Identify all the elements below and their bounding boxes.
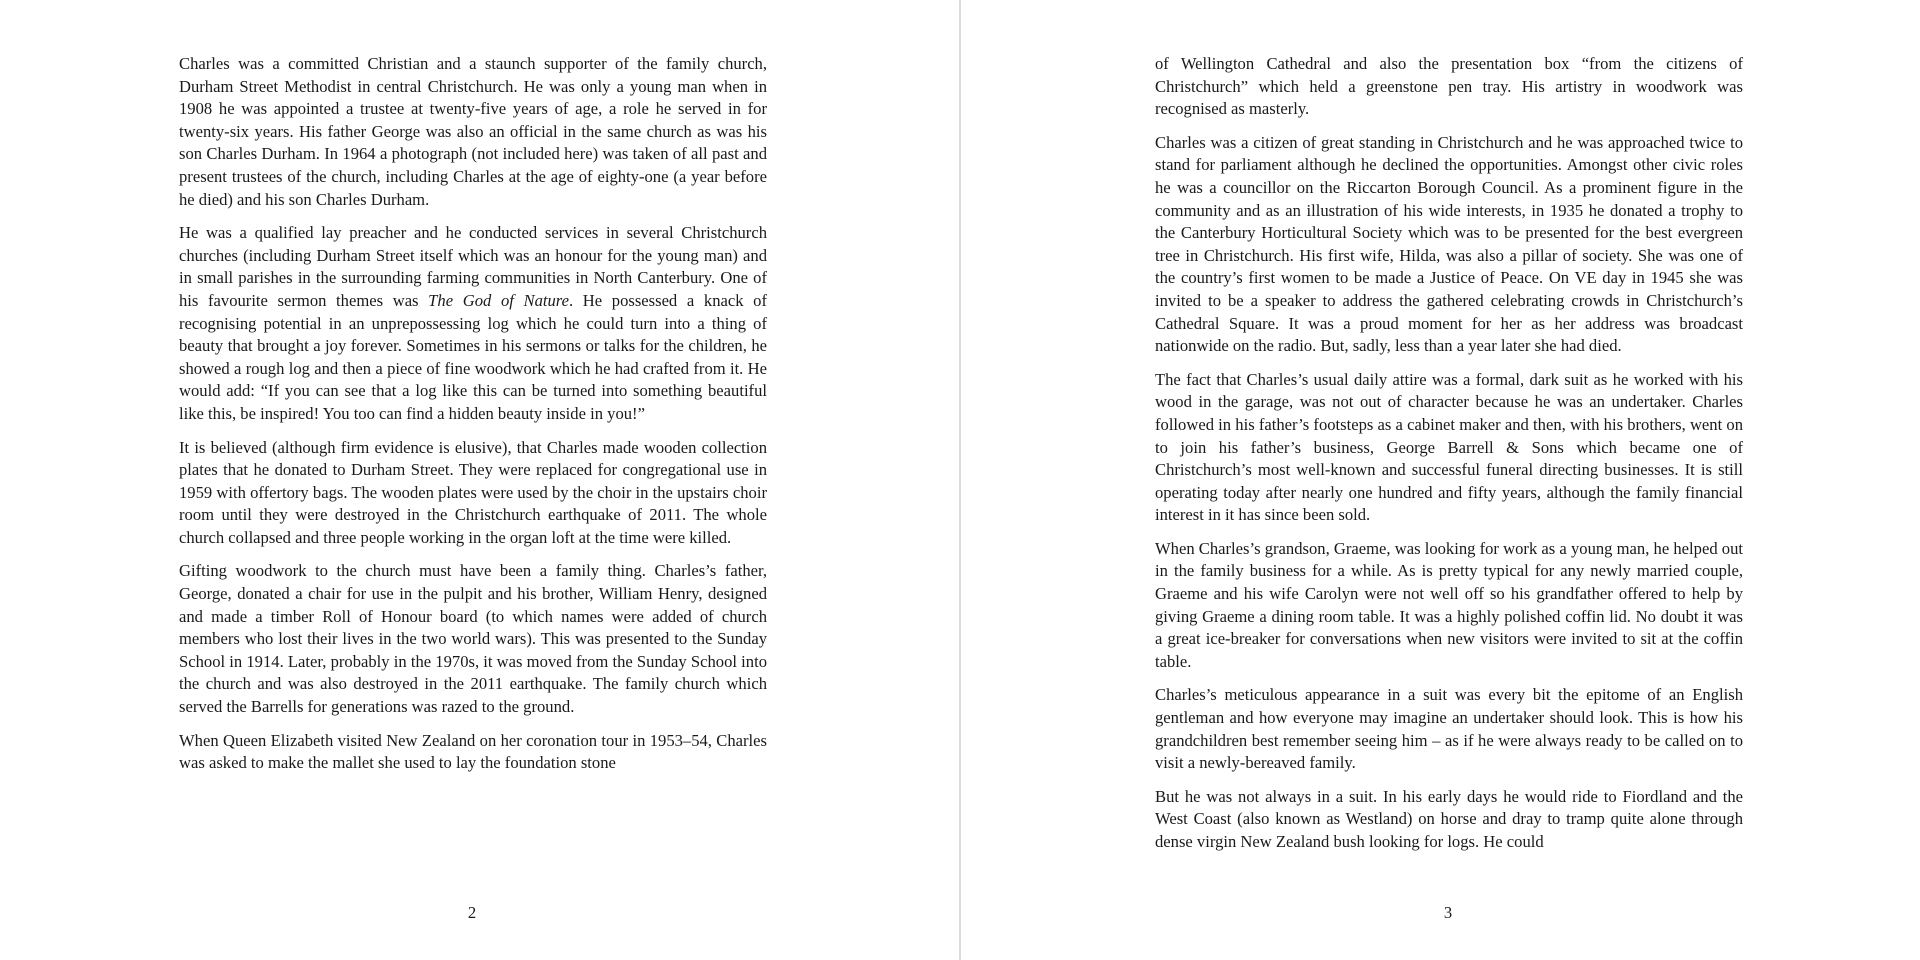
text-run: Charles was a committed Christian and a staunch supporter of the family church, Durham Street Methodist in central Christchurch. He was only a young man when in 1908 he was appointed a trustee at twenty-five years of age, a role he served in for twenty-six years. His father George was also an official in the same church as was his son Charles Durham. In 1964 a photograph (not included here) was taken of all past and present trustees of the church, including Charles at the age of eighty-one (a year before he died) and his son Charles Durham. <box>179 54 767 209</box>
paragraph <box>179 730 767 775</box>
left-page-text <box>179 53 767 775</box>
text-run: When Charles’s grandson, Graeme, was looking for work as a young man, he helped out in the family business for a while. As is pretty typical for any newly married couple, Graeme and his wife Carolyn were not well off so his grandfather offered to help by giving Graeme a dining room table. It was a highly polished coffin lid. No doubt it was a great ice-breaker for conversations when new visitors were invited to sit at the coffin table. <box>1155 538 1743 671</box>
text-run: He was a qualified lay preacher and he conducted services in several Christchurch churches (including Durham Street itself which was an honour for the young man) and in small parishes in the surrounding farming communities in North Canterbury. One of his favourite sermon themes was <box>179 223 767 310</box>
italic-title: The God of Nature <box>428 290 569 310</box>
paragraph <box>179 222 767 425</box>
text-run: The fact that Charles’s usual daily attire was a formal, dark suit as he worked with his wood in the garage, was not out of character because he was an undertaker. Charles followed in his father’s footsteps as a cabinet maker and then, with his brothers, went on to join his father’s business, George Barrell & Sons which became one of Christchurch’s most well-known and successful funeral directing businesses. It is still operating today after nearly one hundred and fifty years, although the family financial interest in it has since been sold. <box>1155 369 1743 525</box>
page-number: 3 <box>1443 903 1453 922</box>
text-run: . He possessed a knack of recognising potential in an unprepossessing log which he could turn into a thing of beauty that brought a joy forever. Sometimes in his sermons or talks for the children, he showed a rough log and then a piece of fine woodwork which he had crafted from it. He would add: “If you can see that a log like this can be turned into something beautiful like this, be inspired! You too can find a hidden beauty inside in you!” <box>179 290 767 423</box>
paragraph <box>1155 684 1743 774</box>
page-number: 2 <box>467 903 477 922</box>
paragraph <box>1155 786 1743 854</box>
paragraph <box>179 560 767 718</box>
left-page <box>0 0 959 960</box>
text-run: When Queen Elizabeth visited New Zealand on her coronation tour in 1953–54, Charles was asked to make the mallet she used to lay the foundation stone <box>179 730 767 773</box>
right-page-text <box>1155 53 1743 854</box>
paragraph <box>179 53 767 211</box>
text-run: Gifting woodwork to the church must have been a family thing. Charles’s father, George, donated a chair for use in the pulpit and his brother, William Henry, designed and made a timber Roll of Honour board (to which names were added of church members who lost their lives in the two world wars). This was presented to the Sunday School in 1914. Later, probably in the 1970s, it was moved from the Sunday School into the church and was also destroyed in the 2011 earthquake. The family church which served the Barrells for generations was razed to the ground. <box>179 561 767 717</box>
paragraph <box>1155 132 1743 358</box>
text-run: It is believed (although firm evidence is elusive), that Charles made wooden collection plates that he donated to Durham Street. They were replaced for congregational use in 1959 with offertory bags. The wooden plates were used by the choir in the upstairs choir room until they were destroyed in the Christchurch earthquake of 2011. The whole church collapsed and three people working in the organ loft at the time were killed. <box>179 437 767 547</box>
text-run: Charles was a citizen of great standing in Christchurch and he was approached twice to stand for parliament although he declined the opportunities. Amongst other civic roles he was a councillor on the Riccarton Borough Council. As a prominent figure in the community and as an illustration of his wide interests, in 1935 he donated a trophy to the Canterbury Horticultural Society which was to be presented for the best evergreen tree in Christchurch. His first wife, Hilda, was also a pillar of society. She was one of the country’s first women to be made a Justice of Peace. On VE day in 1945 she was invited to be a speaker to address the gathered celebrating crowds in Christchurch’s Cathedral Square. It was a proud moment for her as her address was broadcast nationwide on the radio. But, sadly, less than a year later she had died. <box>1155 132 1743 356</box>
text-run: of Wellington Cathedral and also the presentation box “from the citizens of Christchurch” which held a greenstone pen tray. His artistry in woodwork was recognised as masterly. <box>1155 54 1743 119</box>
paragraph <box>1155 538 1743 674</box>
text-run: But he was not always in a suit. In his early days he would ride to Fiordland and the West Coast (also known as Westland) on horse and dray to tramp quite alone through dense virgin New Zealand bush looking for logs. He could <box>1155 786 1743 851</box>
text-run: Charles’s meticulous appearance in a suit was every bit the epitome of an English gentleman and how everyone may imagine an undertaker should look. This is how his grandchildren best remember seeing him – as if he were always ready to be called on to visit a newly-bereaved family. <box>1155 685 1743 773</box>
paragraph <box>1155 53 1743 121</box>
paragraph <box>1155 369 1743 527</box>
paragraph <box>179 437 767 550</box>
right-page <box>961 0 1920 960</box>
